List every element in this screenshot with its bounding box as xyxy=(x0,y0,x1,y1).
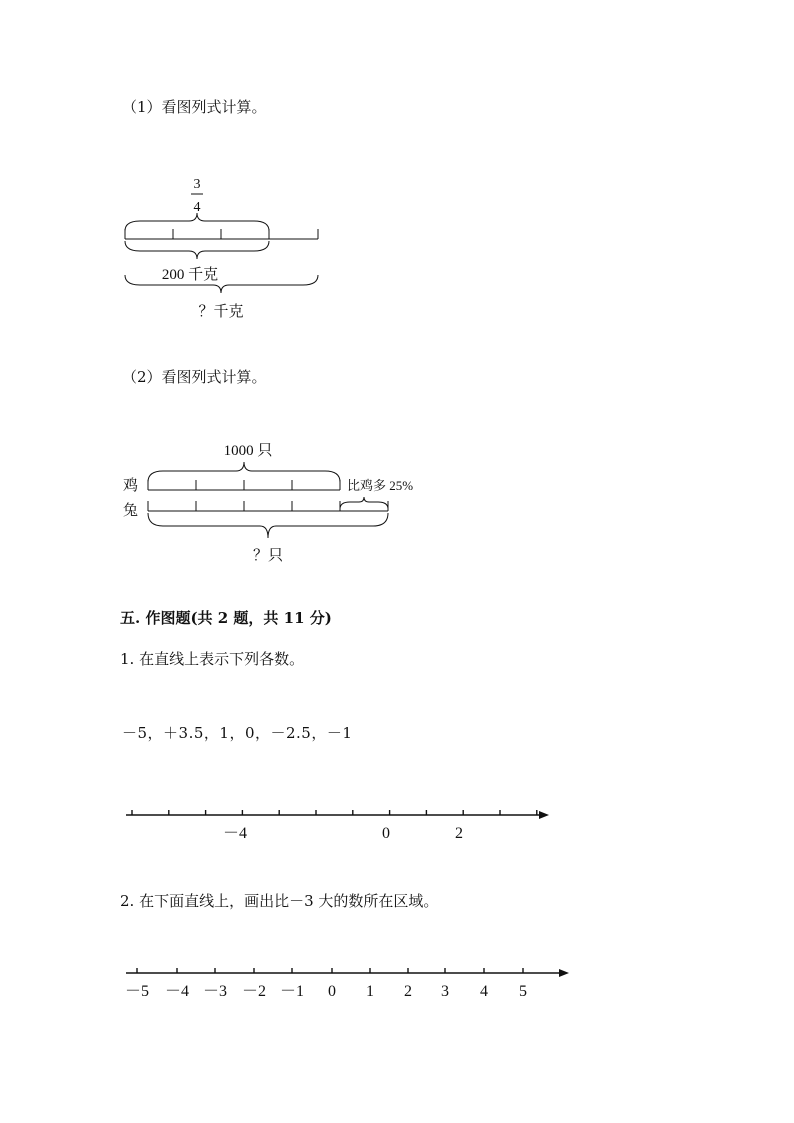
number-line-2-label: 1 xyxy=(366,983,374,1000)
number-line-2-label: 0 xyxy=(328,983,336,1000)
section5-p1-numbers: －5，＋3.5，1，0，－2.5，－1 xyxy=(122,724,353,742)
q1-total-label: ？千克 xyxy=(198,304,244,320)
q2-rabbit-label: 兔 xyxy=(123,503,139,519)
q2-chicken-label: 鸡 xyxy=(123,478,139,494)
number-line-2-label: 5 xyxy=(519,983,527,1000)
number-line-2-label: －2 xyxy=(241,983,267,1000)
number-line-1-label: 2 xyxy=(455,825,463,842)
section5-p2-prompt: 2. 在下面直线上，画出比－3 大的数所在区域。 xyxy=(120,892,439,910)
section5-p1-prompt: 1. 在直线上表示下列各数。 xyxy=(120,650,305,668)
q2-more-label: 比鸡多 25% xyxy=(347,478,414,493)
number-line-2-label: 4 xyxy=(480,983,488,1000)
q2-chicken-total: 1000 只 xyxy=(223,443,273,459)
number-line-2-label: 2 xyxy=(404,983,412,1000)
q2-title: （2）看图列式计算。 xyxy=(122,368,267,386)
q2-total-label: ？只 xyxy=(252,548,284,564)
number-line-2-arrow xyxy=(559,969,569,977)
number-line-2-label: －1 xyxy=(279,983,305,1000)
number-line-2-label: －4 xyxy=(164,983,190,1000)
number-line-2-label: －3 xyxy=(202,983,228,1000)
number-line-1-label: －4 xyxy=(222,825,248,842)
q1-fraction-numerator: 3 xyxy=(193,177,201,192)
number-line-2-label: 3 xyxy=(441,983,449,1000)
q1-title: （1）看图列式计算。 xyxy=(122,98,267,116)
q1-part-label: 200 千克 xyxy=(161,267,219,283)
number-line-1-label: 0 xyxy=(382,825,390,842)
number-line-2-label: －5 xyxy=(124,983,150,1000)
section5-heading: 五. 作图题(共 2 题，共 11 分) xyxy=(120,609,332,627)
q1-fraction-denominator: 4 xyxy=(193,200,201,215)
